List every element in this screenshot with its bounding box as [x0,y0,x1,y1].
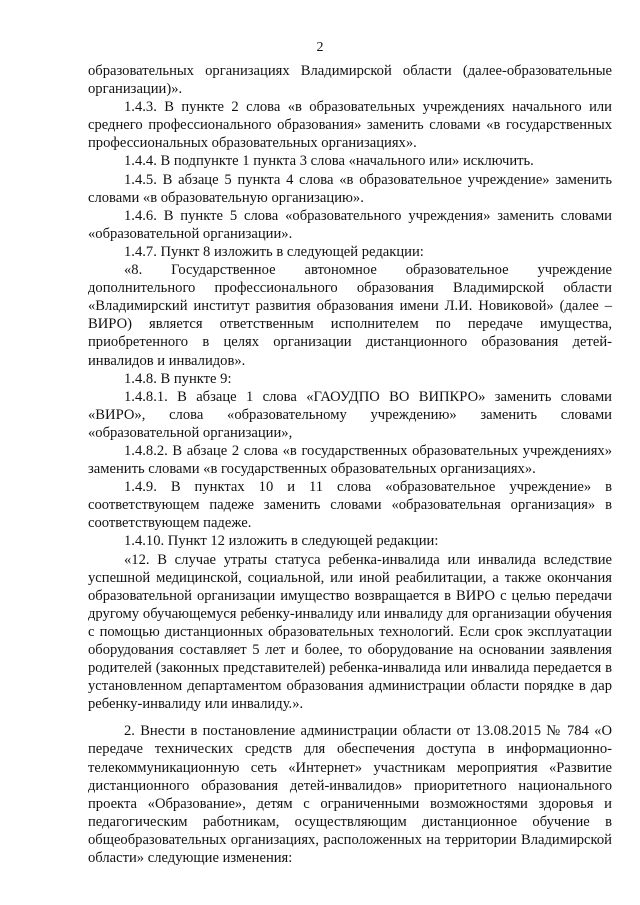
paragraph-1-4-4: 1.4.4. В подпункте 1 пункта 3 слова «начального или» исключить. [124,153,534,170]
document-body [88,62,612,867]
paragraph-1-4-8: 1.4.8. В пункте 9: [124,370,232,387]
paragraph-quote-8: «8. Государственное автономное образовательное учреждение дополнительного профессионального образования Владимирской области «Владимирский институт развития образования имени Л.И. Новиковой» (далее – ВИРО) является ответственным исполнителем по передаче имущества, приобретенного в целях организации дистанционного образования детей-инвалидов и инвалидов». [88,262,612,369]
paragraph-2: 2. Внести в постановление администрации области от 13.08.2015 № 784 «О передаче технических средств для обеспечения доступа в информационно-телекоммуникационную сеть «Интернет» участникам мероприятия «Развитие дистанционного образования детей-инвалидов» приоритетного национального проекта «Образование», детям с ограниченными возможностями здоровья и педагогическим работникам, осуществляющим дистанционное обучение в общеобразовательных организациях, расположенных на территории Владимирской области» следующие изменения: [88,723,612,867]
paragraph-1-4-3: 1.4.3. В пункте 2 слова «в образовательных учреждениях начального или среднего профессионального образования» заменить словами «в государственных профессиональных образовательных организациях». [88,99,612,152]
paragraph-continuation: образовательных организациях Владимирской области (далее-образовательные организации)». [88,63,612,98]
paragraph-1-4-7: 1.4.7. Пункт 8 изложить в следующей редакции: [124,243,424,260]
paragraph-1-4-6: 1.4.6. В пункте 5 слова «образовательного учреждения» заменить словами «образовательной организации». [88,207,612,242]
paragraph-quote-12: «12. В случае утраты статуса ребенка-инвалида или инвалида вследствие успешной медицинской, социальной, или иной реабилитации, а также окончания образовательной организации имущество возвращается в ВИРО с целью передачи другому обучающемуся ребенку-инвалиду или инвалиду для организации обучения с помощью дистанционных образовательных технологий. Если срок эксплуатации оборудования составляет 5 лет и более, то оборудование на основании заявления родителей (законных представителей) ребенка-инвалида или инвалида передается в установленном департаментом образования администрации области порядке в дар ребенку-инвалиду или инвалиду.». [88,551,612,713]
paragraph-1-4-8-1: 1.4.8.1. В абзаце 1 слова «ГАОУДПО ВО ВИПКРО» заменить словами «ВИРО», слова «образовательному учреждению» заменить словами «образовательной организации», [88,388,612,441]
paragraph-1-4-8-2: 1.4.8.2. В абзаце 2 слова «в государственных образовательных учреждениях» заменить словами «в государственных образовательных организациях». [88,442,612,478]
paragraph-1-4-10: 1.4.10. Пункт 12 изложить в следующей редакции: [124,533,439,550]
paragraph-1-4-9: 1.4.9. В пунктах 10 и 11 слова «образовательное учреждение» в соответствующем падеже заменить словами «образовательная организация» в соответствующем падеже. [88,479,612,532]
page-number: 2 [316,40,324,55]
paragraph-1-4-5: 1.4.5. В абзаце 5 пункта 4 слова «в образовательное учреждение» заменить словами «в образовательную организацию». [88,171,612,206]
